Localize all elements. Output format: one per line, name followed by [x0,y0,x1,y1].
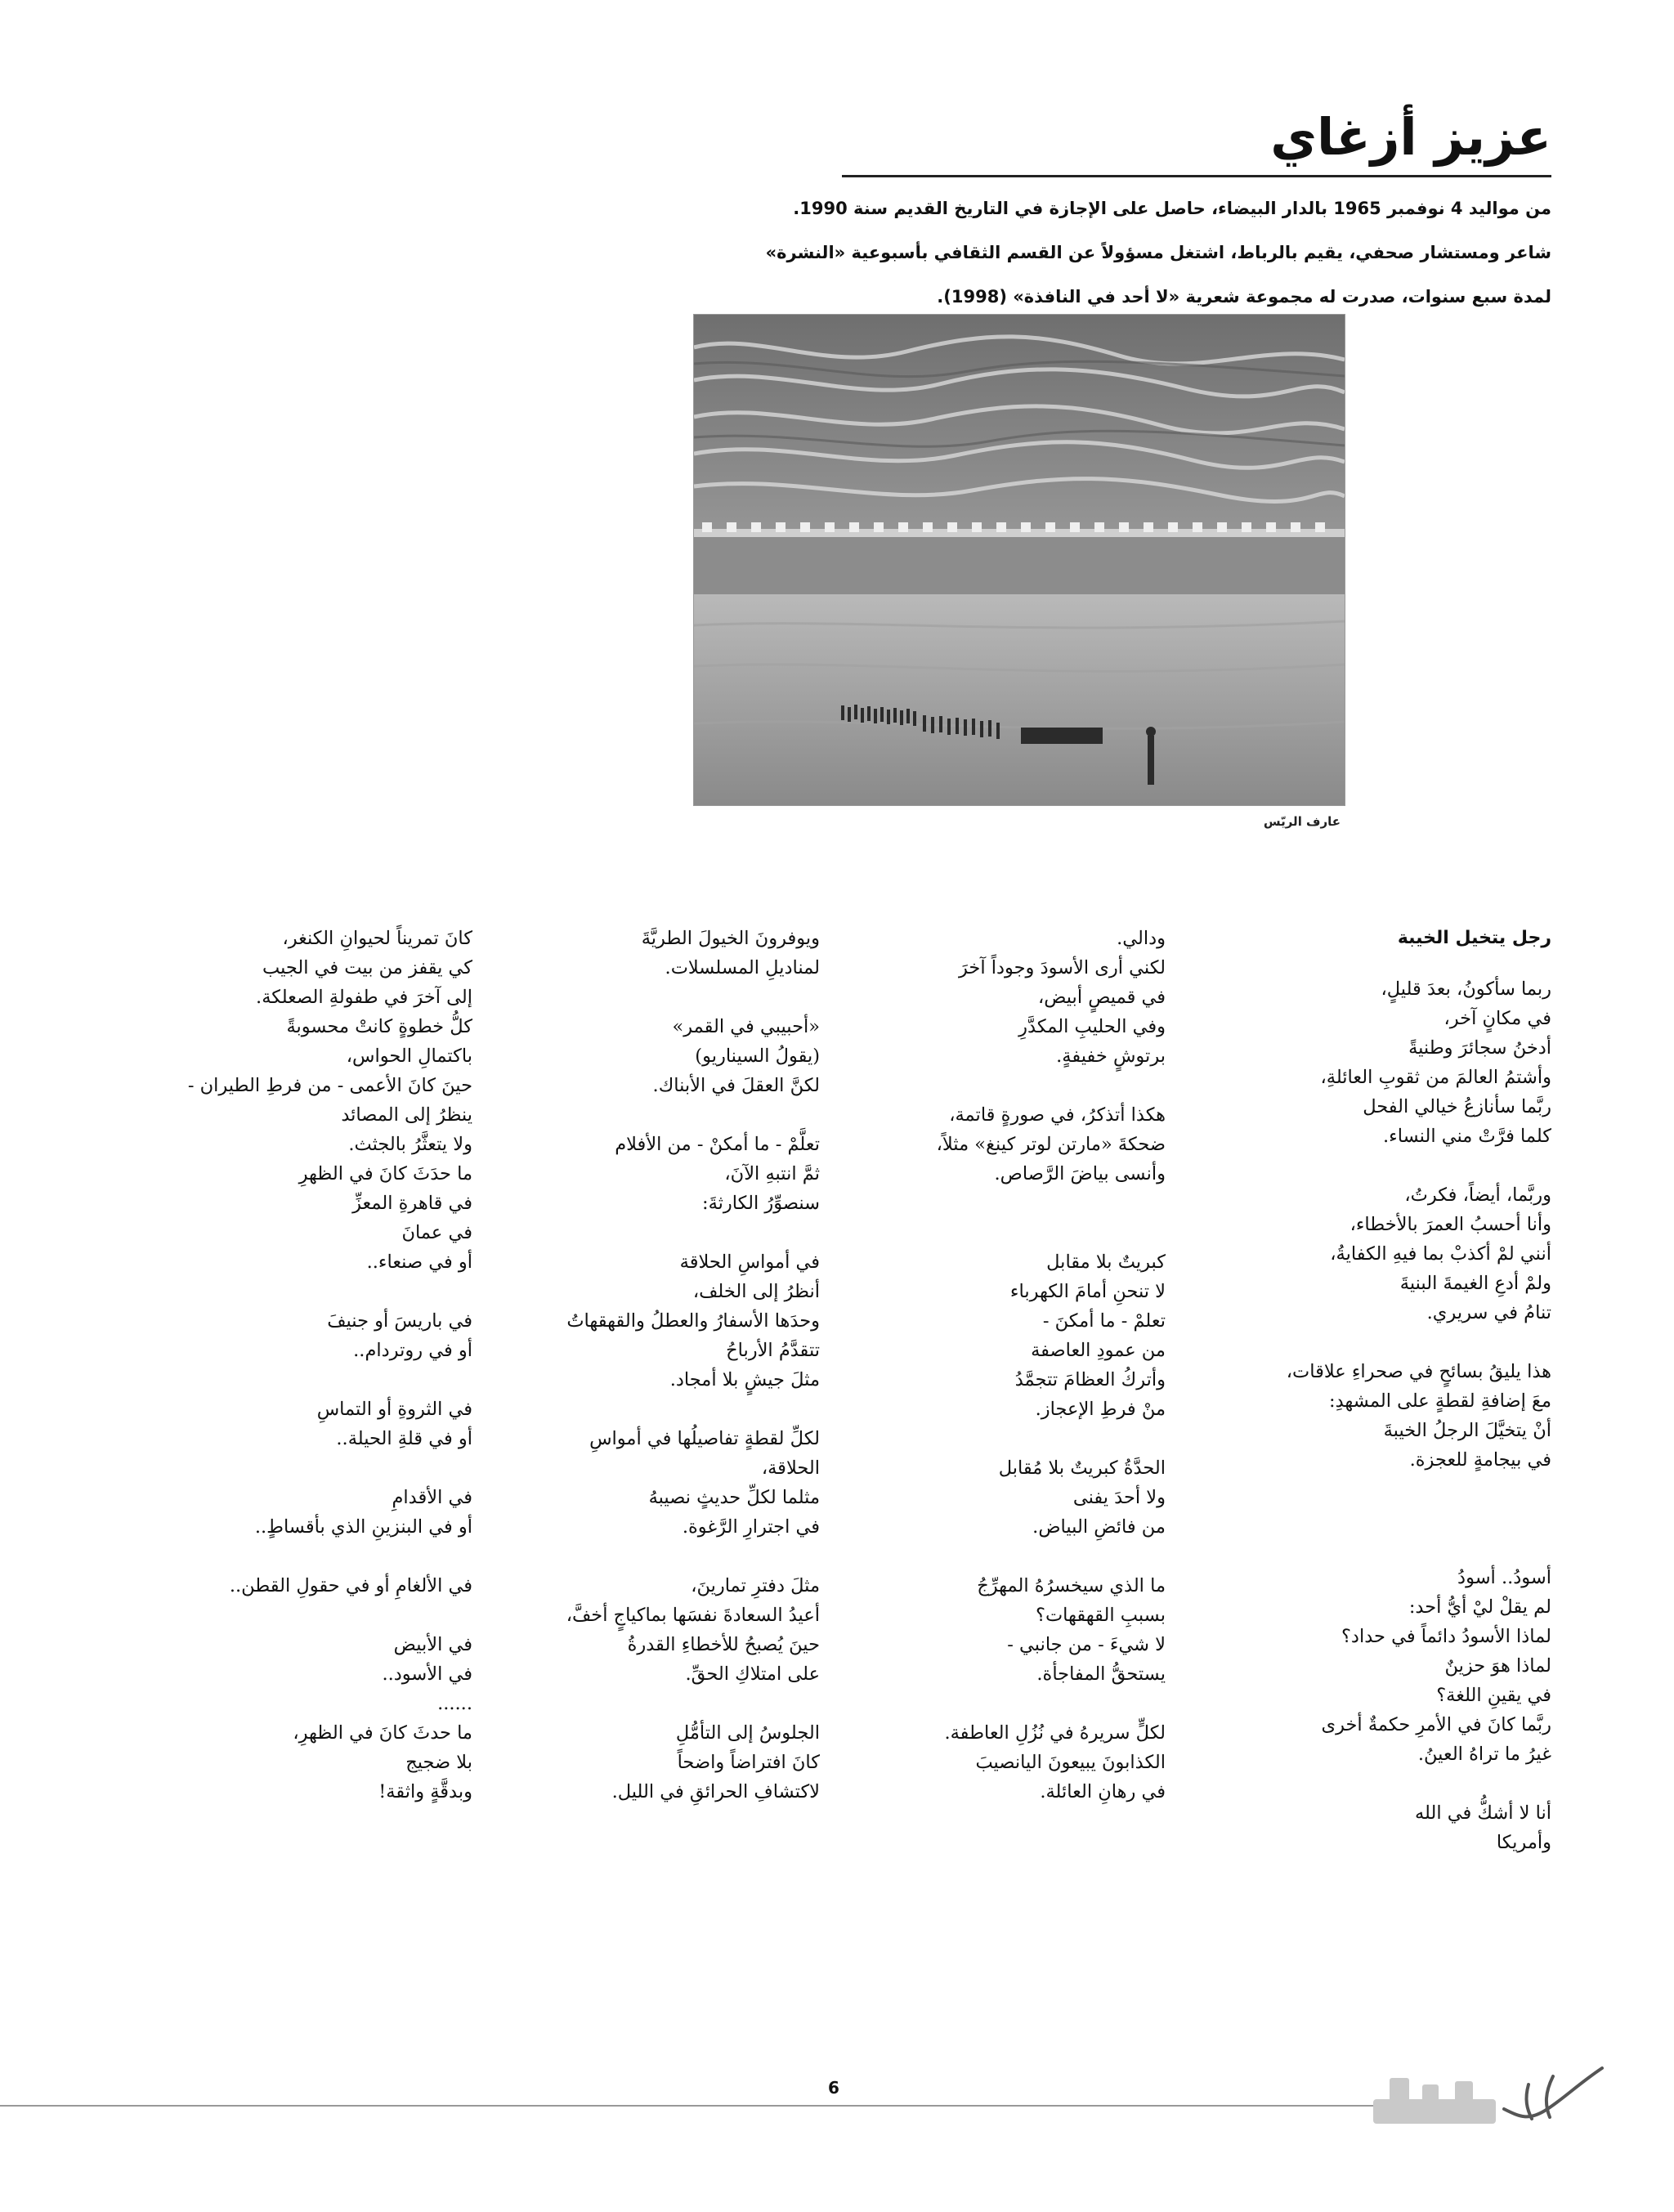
stanza-break [1224,1769,1551,1798]
stanza-break [855,1542,1166,1571]
poem-line: وربَّما، أيضاً، فكرتُ، [1404,1184,1551,1206]
poem-line: وأمريكا [1496,1832,1551,1853]
poem-line: أو في روتردام.. [353,1340,472,1361]
poem-line: أنني لمْ أكذبْ بما فيهِ الكفايةُ، [1330,1243,1551,1265]
poem-line: ودالي. [1117,928,1166,949]
poem-line: غيرُ ما تراهُ العينُ. [1417,1744,1551,1765]
poem-line: بسببِ القهقهات؟ [1036,1605,1166,1626]
poem-line: لم يقلْ ليْ أيُّ أحد: [1408,1596,1551,1618]
author-name: عزيز أزغاي [1270,107,1551,167]
poem-line: ما حدَثَ كانَ في الظهرِ [298,1163,472,1184]
poem-line: أعيدُ السعادةَ نفسَها بماكياجٍ أخفَّ، [566,1605,820,1626]
stanza-break [162,1365,472,1395]
stanza-break [855,1189,1166,1218]
poem-line: في الثروةِ أو التماسِ [316,1399,472,1420]
stanza-break [1224,1151,1551,1180]
poem-line: أدخنُ سجائرَ وطنيةً [1408,1037,1551,1059]
poem-line: كلُّ خطوةٍ كانتْ محسوبةً [286,1016,472,1037]
footer-rule [0,2105,1406,2107]
header-rule [842,175,1551,177]
stanza-break [162,1542,472,1571]
poem-line: برتوشٍ خفيفةٍ. [1056,1046,1166,1067]
poem-line: تعلمْ - ما أمكنَ - [1042,1310,1166,1332]
poem-line: أو في صنعاء.. [366,1252,472,1273]
poem-line: لا تنحنِ أمامَ الكهرباء [1009,1281,1166,1302]
poem-line: كلما فرَّتْ مني النساء. [1383,1126,1551,1147]
poem-column-2 [855,924,1166,1807]
poem-line: في أمواسِ الحلاقة [679,1252,820,1273]
poem-line: كبريتٌ بلا مقابل [1046,1252,1166,1273]
poem-line: «أحبيبي في القمر» [672,1016,820,1037]
stanza-break [509,1689,820,1718]
poem-line: أنا لا أشكُّ في الله [1414,1802,1551,1824]
poem-line: ربَّما كانَ في الأمرِ حكمةٌ أخرى [1321,1714,1551,1735]
poem-line: لاكتشافِ الحرائقِ في الليل. [611,1781,820,1802]
stanza-break [855,1071,1166,1100]
poem-column-1 [1224,924,1551,1857]
stanza-break [509,1395,820,1424]
stanza-break [855,1689,1166,1718]
poem-line: ولا يتعثَّرُ بالجثث. [348,1134,472,1155]
stanza-break [509,1100,820,1130]
poem-line: وأنسى بياضَ الرَّصاص. [994,1163,1166,1184]
stanza-break [855,1424,1166,1453]
poem-line: في بيجامةٍ للعجزة. [1409,1449,1551,1471]
poem-line: مثلَ دفترِ تمارينَ، [691,1575,820,1596]
poem-line: أو في قلةِ الحيلة.. [336,1428,472,1449]
poem-line: تنامُ في سريري. [1426,1302,1551,1323]
poem-line: ثمَّ انتبهِ الآنَ، [724,1163,820,1184]
poem-line: ولمْ أدعِ الغيمةَ البنيةَ [1399,1273,1551,1294]
poem-line: لكلٍّ سريرهُ في نُزُلِ العاطفة. [944,1722,1166,1744]
painting-image [693,314,1345,806]
poem-line: الحدَّةُ كبريتٌ بلا مُقابل [998,1458,1166,1479]
poem-line: حينَ يُصبحُ للأخطاءِ القدرةُ [627,1634,820,1655]
poem-line: سنصوِّرُ الكارثةَ: [702,1193,820,1214]
painting-caption: عارف الريّس [1263,814,1341,829]
poem-line: ربَّما سأنازعُ خيالي الفحل [1363,1096,1551,1117]
poem-line: في الألغامِ أو في حقولِ القطن.. [229,1575,472,1596]
poem-line: باكتمالِ الحواس، [346,1046,472,1067]
poem-line: كانَ افتراضاً واضحاً [677,1752,820,1773]
poem-line: من فائضِ البياض. [1032,1516,1166,1538]
poem-line: تعلَّمْ - ما أمكنْ - من الأفلام [615,1134,820,1155]
poem-line: في مكانٍ آخر، [1443,1008,1551,1029]
poem-line: الكذابونَ يبيعونَ اليانصيبَ [975,1752,1166,1773]
poem-line: منْ فرطِ الإعجاز. [1035,1399,1166,1420]
poem-line: أو في البنزينِ الذي بأقساطٍ.. [254,1516,472,1538]
poem-line: هذا يليقُ بسائحٍ في صحراءِ علاقات، [1286,1361,1551,1382]
stanza-break [162,1601,472,1630]
stanza-break [162,1453,472,1483]
poem-line: الحلاقة، [761,1458,820,1479]
bio-line: لمدة سبع سنوات، صدرت له مجموعة شعرية «لا أحد في النافذة» (1998). [937,287,1551,307]
poem-title: رجل يتخيل الخيبة [1397,928,1551,948]
poem-line: لكني أرى الأسودَ وجوداً آخرَ [959,957,1166,978]
poem-line: في الأسود.. [382,1663,472,1685]
poem-line: وأتركُ العظامَ تتجمَّدُ [1014,1369,1166,1390]
poem-line: في يقينِ اللغة؟ [1436,1685,1551,1706]
poem-line: الجلوسُ إلى التأمُّلِ [675,1722,820,1744]
poem-line: حينَ كانَ الأعمى - من فرطِ الطيران - [187,1075,472,1096]
poem-line: في باريسَ أو جنيفَ [327,1310,472,1332]
poem-line: ضحكةَ «مارتن لوتر كينغ» مثلاً، [936,1134,1166,1155]
poem-line: وفي الحليبِ المكدَّرِ [1018,1016,1166,1037]
poem-line: تتقدَّمُ الأرباحُ [726,1340,820,1361]
poem-column-3 [509,924,820,1807]
poem-line: أسودُ.. أسودُ [1457,1567,1551,1588]
stanza-break [1224,1504,1551,1534]
poem-line: كي يقفز من بيت في الجيب [262,957,472,978]
poem-line: من عمودِ العاصفة [1031,1340,1166,1361]
logo-mark [1357,2060,1610,2130]
poem-line: في الأقدامِ [392,1487,472,1508]
poem-line: بلا ضجيج [405,1752,472,1773]
poem-line: أنْ يتخيَّلَ الرجلُ الخيبةَ [1383,1420,1551,1441]
stanza-break [855,1218,1166,1247]
stanza-break [509,983,820,1012]
poem-line: لمناديلِ المسلسلات. [665,957,820,978]
publication-logo [1357,2060,1610,2130]
poem-line: لا شيءَ - من جانبي - [1007,1634,1166,1655]
poem-line: في الأبيض [393,1634,472,1655]
poem-line: إلى آخرَ في طفولةِ الصعلكة. [256,987,472,1008]
poem-line: ...... [437,1693,472,1714]
poem-line: في عمانَ [401,1222,472,1243]
poem-line: هكذا أتذكرُ، في صورةٍ قاتمة، [949,1104,1166,1126]
poem-line: (يقولُ السيناريو) [695,1046,820,1067]
stanza-break [509,1542,820,1571]
poem-line: ما الذي سيخسرُهُ المهرِّجُ [977,1575,1166,1596]
poem-line: وأنا أحسبُ العمرَ بالأخطاء، [1349,1214,1551,1235]
poem-line: كانَ تمريناً لحيوانِ الكنغر، [282,928,472,949]
poem-line: وحدَها الأسفارُ والعطلُ والقهقهاتُ [566,1310,820,1332]
poem-line: مثلما لكلِّ حديثٍ نصيبهُ [648,1487,820,1508]
poem-line: ينظرُ إلى المصائد [341,1104,472,1126]
stanza-break [1224,1475,1551,1504]
poem-line: لكلِّ لقطةٍ تفاصيلُها في أمواسِ [589,1428,820,1449]
poem-line: لماذا هوَ حزينٌ [1444,1655,1551,1677]
stanza-break [162,1277,472,1306]
poem-line: وبدقَّةٍ واثقة! [378,1781,472,1802]
poem-line: وأشتمُ العالمَ من ثقوبِ العائلةِ، [1320,1067,1551,1088]
poem-line: في قاهرةِ المعزِّ [352,1193,472,1214]
poem-line: مثلَ جيشٍ بلا أمجاد. [669,1369,820,1390]
stanza-break [1224,1534,1551,1563]
poem-line: ويوفرونَ الخيولَ الطريَّةَ [641,928,820,949]
stanza-break [509,1218,820,1247]
poem-line: ربما سأكونُ، بعدَ قليلٍ، [1381,978,1551,1000]
poem-line: في قميصٍ أبيض، [1037,987,1166,1008]
poem-line: على امتلاكِ الحقِّ. [685,1663,820,1685]
author-bio [767,186,1551,319]
painting-illustration [694,315,1345,805]
poem-line: ما حدثَ كانَ في الظهرِ، [293,1722,472,1744]
stanza-break [1224,1328,1551,1357]
poem-column-4 [162,924,472,1807]
page-number: 6 [828,2078,839,2098]
bio-line: من مواليد 4 نوفمبر 1965 بالدار البيضاء، حاصل على الإجازة في التاريخ القديم سنة 1990. [793,199,1551,218]
poem-line: لماذا الأسودُ دائماً في حداد؟ [1341,1626,1551,1647]
poem-line: ولا أحدَ يفنى [1072,1487,1166,1508]
poem-line: لكنَّ العقلَ في الأبناك. [652,1075,820,1096]
poem-line: يستحقُّ المفاجأة. [1036,1663,1166,1685]
bio-line: شاعر ومستشار صحفي، يقيم بالرباط، اشتغل مسؤولاً عن القسم الثقافي بأسبوعية «النشرة» [765,243,1551,262]
poem-line: في اجترارِ الرَّغوة. [682,1516,820,1538]
poem-line: معَ إضافةِ لقطةٍ على المشهدِ: [1329,1390,1551,1412]
poem-line: في رهانِ العائلة. [1040,1781,1166,1802]
poem-line: أنظرُ إلى الخلف، [692,1281,820,1302]
